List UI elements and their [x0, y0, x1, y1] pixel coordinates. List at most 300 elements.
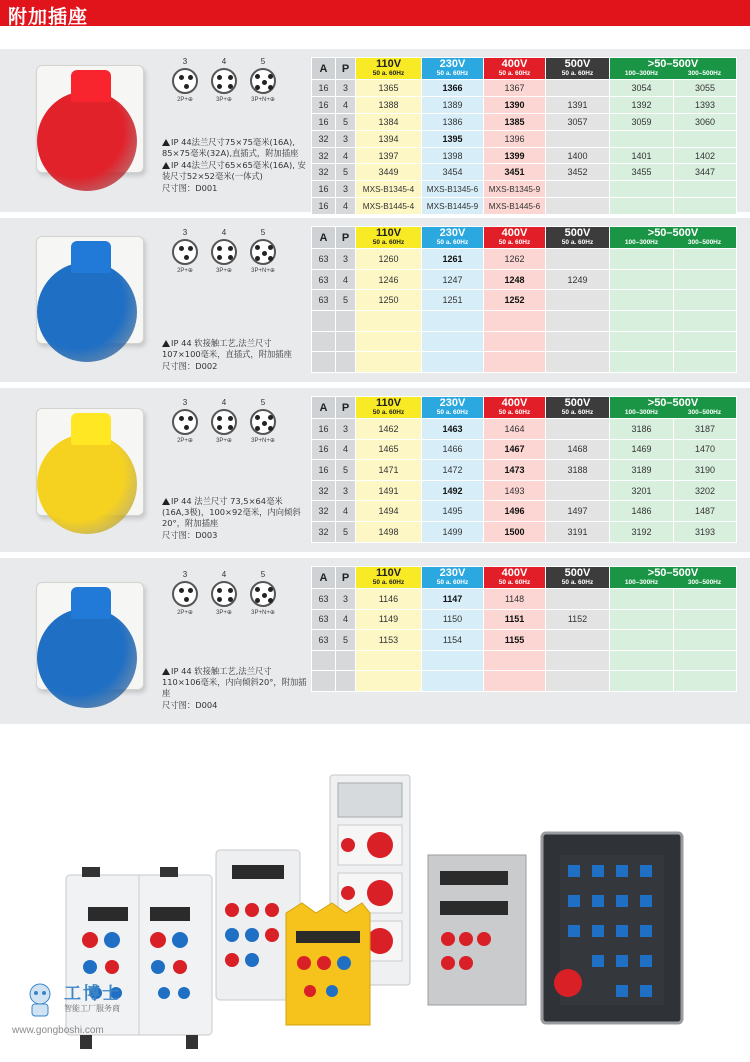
socket-face-icon: [211, 409, 237, 435]
table-cell: 1150: [422, 609, 484, 630]
table-cell: 3191: [546, 521, 610, 542]
table-cell: [546, 311, 610, 332]
table-cell: 1386: [422, 113, 484, 130]
frequency-label: 50 a. 60Hz: [561, 409, 594, 416]
table-cell: [356, 671, 422, 692]
column-header: [546, 227, 610, 249]
pin-diagram: [246, 57, 280, 104]
table-cell: 1262: [484, 249, 546, 270]
socket-face-icon: [211, 581, 237, 607]
table-cell: [546, 589, 610, 610]
table-cell: [312, 352, 336, 373]
table-cell: [674, 181, 737, 198]
table-cell: [336, 352, 356, 373]
watermark-brand: 工博士: [64, 984, 121, 1004]
table-cell: 1366: [422, 80, 484, 97]
pin-count: 4: [221, 398, 227, 407]
table-cell: [674, 269, 737, 290]
table-cell: 5: [336, 164, 356, 181]
table-cell: 1396: [484, 130, 546, 147]
table-row: [312, 147, 737, 164]
pin-count: 3: [182, 398, 188, 407]
pin-config-label: 3P+⊕: [216, 438, 232, 444]
table-cell: 16: [312, 198, 336, 215]
pin-count: 5: [260, 570, 266, 579]
column-header: [422, 567, 484, 589]
pin-config-label: 3P+⊕: [216, 97, 232, 103]
pin-config-label: 2P+⊕: [177, 268, 193, 274]
product-description: [162, 338, 310, 373]
frequency-label: 50 a. 60Hz: [436, 409, 469, 416]
table-cell: [610, 352, 674, 373]
pin-configurations: [168, 57, 278, 107]
table-cell: 3: [336, 249, 356, 270]
table-row: [312, 609, 737, 630]
table-cell: 3452: [546, 164, 610, 181]
pin-diagram: [246, 570, 280, 617]
table-cell: [546, 80, 610, 97]
table-row: [312, 460, 737, 481]
pin-count: 3: [182, 228, 188, 237]
pin-diagram: [168, 228, 202, 275]
pin-count: 3: [182, 57, 188, 66]
table-cell: [546, 290, 610, 311]
table-cell: MXS-B1345-4: [356, 181, 422, 198]
table-cell: 3190: [674, 460, 737, 481]
table-cell: 3057: [546, 113, 610, 130]
table-cell: 32: [312, 147, 336, 164]
table-cell: 16: [312, 181, 336, 198]
table-cell: [610, 311, 674, 332]
frequency-sublabels: [610, 239, 736, 247]
table-cell: 1463: [422, 419, 484, 440]
frequency-sublabels: [610, 70, 736, 78]
table-cell: 5: [336, 290, 356, 311]
frequency-label: 100–300Hz: [624, 239, 659, 246]
voltage-label: 500V: [564, 58, 591, 70]
socket-face-icon: [250, 581, 276, 607]
table-cell: [484, 331, 546, 352]
table-cell: [674, 589, 737, 610]
voltage-label: 500V: [564, 397, 591, 409]
table-row: [312, 269, 737, 290]
table-cell: 3188: [546, 460, 610, 481]
table-cell: [422, 331, 484, 352]
page-header: [0, 0, 750, 26]
table-cell: 1247: [422, 269, 484, 290]
table-cell: MXS-B1445-9: [422, 198, 484, 215]
table-cell: [674, 352, 737, 373]
table-cell: [546, 671, 610, 692]
table-cell: [356, 311, 422, 332]
pin-configurations: [168, 228, 278, 278]
table-cell: 5: [336, 630, 356, 651]
socket-face-icon: [172, 581, 198, 607]
column-header-poles: P: [336, 567, 356, 589]
voltage-label: 500V: [564, 567, 591, 579]
table-cell: 1246: [356, 269, 422, 290]
table-cell: 1497: [546, 501, 610, 522]
voltage-label: 110V: [375, 58, 402, 70]
table-cell: 1147: [422, 589, 484, 610]
description-line: 尺寸图：D004: [162, 700, 218, 710]
table-cell: 1384: [356, 113, 422, 130]
description-line: IP 44 软接触工艺,法兰尺寸107×100毫米，直插式，附加插座: [162, 338, 292, 359]
table-cell: [674, 290, 737, 311]
table-cell: 1398: [422, 147, 484, 164]
table-cell: 16: [312, 80, 336, 97]
table-cell: [610, 249, 674, 270]
watermark-tagline: 智能工厂服务商: [64, 1004, 120, 1013]
table-cell: 1391: [546, 96, 610, 113]
table-cell: [484, 671, 546, 692]
table-cell: 3192: [610, 521, 674, 542]
table-cell: 3186: [610, 419, 674, 440]
pin-count: 5: [260, 228, 266, 237]
table-cell: 1151: [484, 609, 546, 630]
table-row: [312, 249, 737, 270]
description-line: IP 44 软接触工艺,法兰尺寸110×106毫米，内向倾斜20°，附加插座: [162, 666, 307, 698]
frequency-label: 50 a. 60Hz: [561, 579, 594, 586]
table-cell: 1365: [356, 80, 422, 97]
table-cell: [610, 331, 674, 352]
table-cell: 3054: [610, 80, 674, 97]
table-cell: 32: [312, 480, 336, 501]
table-cell: [546, 331, 610, 352]
product-description: [162, 496, 310, 542]
table-row: [312, 650, 737, 671]
table-cell: 3201: [610, 480, 674, 501]
table-cell: 32: [312, 130, 336, 147]
table-cell: 1467: [484, 439, 546, 460]
frequency-label: 300–500Hz: [687, 239, 722, 246]
table-cell: 3: [336, 181, 356, 198]
product-section: [0, 388, 750, 552]
table-cell: 63: [312, 249, 336, 270]
description-line: IP 44法兰尺寸65×65毫米(16A), 安装尺寸52×52毫米(一体式): [162, 160, 306, 181]
table-cell: 1486: [610, 501, 674, 522]
table-cell: 63: [312, 290, 336, 311]
column-header: [422, 397, 484, 419]
table-cell: 1493: [484, 480, 546, 501]
table-cell: 1148: [484, 589, 546, 610]
table-cell: 1392: [610, 96, 674, 113]
table-cell: [484, 650, 546, 671]
table-cell: 16: [312, 439, 336, 460]
table-cell: [312, 331, 336, 352]
pin-config-label: 3P+N+⊕: [251, 268, 275, 274]
frequency-sublabels: [610, 579, 736, 587]
frequency-sublabels: [610, 409, 736, 417]
table-cell: 3202: [674, 480, 737, 501]
table-cell: 63: [312, 609, 336, 630]
table-header-row: [312, 397, 737, 419]
frequency-label: 50 a. 60Hz: [372, 579, 405, 586]
warning-triangle-icon: [162, 668, 170, 675]
table-cell: 1471: [356, 460, 422, 481]
table-cell: 1492: [422, 480, 484, 501]
pin-diagram: [168, 57, 202, 104]
socket-product-image: [26, 398, 152, 548]
pin-count: 3: [182, 570, 188, 579]
spec-table: [311, 226, 737, 373]
table-cell: [546, 249, 610, 270]
product-section: [0, 218, 750, 382]
table-cell: 5: [336, 460, 356, 481]
table-cell: [546, 650, 610, 671]
column-header: [484, 397, 546, 419]
table-cell: 1249: [546, 269, 610, 290]
pin-config-label: 3P+⊕: [216, 268, 232, 274]
table-cell: 4: [336, 439, 356, 460]
table-row: [312, 311, 737, 332]
pin-config-label: 3P+N+⊕: [251, 97, 275, 103]
frequency-label: 50 a. 60Hz: [436, 239, 469, 246]
table-cell: [546, 198, 610, 215]
table-cell: 1468: [546, 439, 610, 460]
frequency-label: 50 a. 60Hz: [436, 70, 469, 77]
table-cell: 3454: [422, 164, 484, 181]
column-header: [484, 567, 546, 589]
voltage-label: 110V: [375, 397, 402, 409]
pin-config-label: 2P+⊕: [177, 438, 193, 444]
table-cell: 3455: [610, 164, 674, 181]
table-cell: [484, 352, 546, 373]
frequency-label: 50 a. 60Hz: [561, 239, 594, 246]
description-line: 尺寸图：D001: [162, 183, 218, 193]
table-cell: [336, 671, 356, 692]
table-row: [312, 439, 737, 460]
table-cell: 1251: [422, 290, 484, 311]
table-cell: 4: [336, 147, 356, 164]
table-cell: 3055: [674, 80, 737, 97]
table-cell: 1498: [356, 521, 422, 542]
table-cell: [422, 352, 484, 373]
table-cell: [674, 198, 737, 215]
table-cell: 1394: [356, 130, 422, 147]
table-cell: MXS-B1445-6: [484, 198, 546, 215]
table-row: [312, 198, 737, 215]
page-title: 附加插座: [8, 6, 89, 28]
table-row: [312, 96, 737, 113]
table-cell: 4: [336, 96, 356, 113]
frequency-label: 50 a. 60Hz: [372, 70, 405, 77]
table-cell: 1402: [674, 147, 737, 164]
pin-count: 4: [221, 228, 227, 237]
table-cell: 1470: [674, 439, 737, 460]
table-cell: [312, 311, 336, 332]
voltage-label: 230V: [439, 397, 466, 409]
socket-product-image: [26, 55, 152, 205]
table-cell: 1153: [356, 630, 422, 651]
column-header-amps: A: [312, 567, 336, 589]
table-cell: [336, 331, 356, 352]
column-header-poles: P: [336, 227, 356, 249]
voltage-label: 400V: [501, 58, 528, 70]
column-header-amps: A: [312, 58, 336, 80]
table-cell: [422, 671, 484, 692]
table-cell: [546, 352, 610, 373]
table-cell: MXS-B1445-4: [356, 198, 422, 215]
spec-table: [311, 57, 737, 215]
table-cell: 1400: [546, 147, 610, 164]
table-cell: 5: [336, 113, 356, 130]
watermark: [12, 978, 162, 1048]
socket-face-icon: [172, 239, 198, 265]
table-cell: 3: [336, 80, 356, 97]
table-cell: [674, 671, 737, 692]
table-cell: 1393: [674, 96, 737, 113]
table-cell: [674, 130, 737, 147]
watermark-url: www.gongboshi.com: [12, 1025, 104, 1036]
table-cell: 63: [312, 630, 336, 651]
table-cell: [546, 419, 610, 440]
column-header: [484, 227, 546, 249]
table-cell: [422, 311, 484, 332]
table-cell: 1248: [484, 269, 546, 290]
table-cell: 32: [312, 521, 336, 542]
table-cell: 1367: [484, 80, 546, 97]
pin-config-label: 3P+N+⊕: [251, 438, 275, 444]
pin-count: 4: [221, 570, 227, 579]
column-header: [422, 58, 484, 80]
product-description: [162, 666, 310, 712]
frequency-label: 100–300Hz: [624, 409, 659, 416]
table-cell: 3189: [610, 460, 674, 481]
table-cell: [674, 630, 737, 651]
robot-mascot-icon: [20, 980, 60, 1020]
table-cell: 1472: [422, 460, 484, 481]
table-cell: 1250: [356, 290, 422, 311]
table-cell: 3451: [484, 164, 546, 181]
table-cell: 1494: [356, 501, 422, 522]
table-cell: 63: [312, 589, 336, 610]
column-header: [546, 58, 610, 80]
table-cell: [356, 331, 422, 352]
table-cell: 3059: [610, 113, 674, 130]
voltage-label: >50–500V: [647, 397, 699, 409]
table-row: [312, 671, 737, 692]
table-header-row: [312, 58, 737, 80]
warning-triangle-icon: [162, 139, 170, 146]
pin-configurations: [168, 570, 278, 620]
frequency-label: 50 a. 60Hz: [561, 70, 594, 77]
pin-diagram: [207, 570, 241, 617]
table-cell: 1385: [484, 113, 546, 130]
frequency-label: 300–500Hz: [687, 579, 722, 586]
frequency-label: 50 a. 60Hz: [498, 579, 531, 586]
table-cell: 5: [336, 521, 356, 542]
table-cell: 4: [336, 269, 356, 290]
table-cell: 1464: [484, 419, 546, 440]
pin-diagram: [168, 570, 202, 617]
table-cell: [674, 311, 737, 332]
table-cell: 1149: [356, 609, 422, 630]
table-cell: 3: [336, 480, 356, 501]
table-cell: 3187: [674, 419, 737, 440]
table-cell: 3060: [674, 113, 737, 130]
table-row: [312, 480, 737, 501]
table-cell: [422, 650, 484, 671]
pin-config-label: 3P+⊕: [216, 610, 232, 616]
table-cell: 32: [312, 164, 336, 181]
pin-config-label: 2P+⊕: [177, 97, 193, 103]
socket-face-icon: [250, 409, 276, 435]
table-cell: [312, 671, 336, 692]
spec-table: [311, 566, 737, 692]
pin-config-label: 3P+N+⊕: [251, 610, 275, 616]
description-line: 尺寸图：D003: [162, 530, 218, 540]
table-cell: 1388: [356, 96, 422, 113]
voltage-label: 110V: [375, 227, 402, 239]
column-header: [356, 227, 422, 249]
table-cell: [610, 269, 674, 290]
frequency-label: 300–500Hz: [687, 70, 722, 77]
table-row: [312, 181, 737, 198]
table-header-row: [312, 567, 737, 589]
socket-face-icon: [250, 239, 276, 265]
column-header-poles: P: [336, 397, 356, 419]
voltage-label: 400V: [501, 567, 528, 579]
column-header: [356, 58, 422, 80]
table-cell: [336, 650, 356, 671]
table-cell: [610, 609, 674, 630]
socket-face-icon: [211, 239, 237, 265]
frequency-label: 50 a. 60Hz: [372, 409, 405, 416]
socket-product-image: [26, 226, 152, 376]
voltage-label: 230V: [439, 227, 466, 239]
table-cell: 1469: [610, 439, 674, 460]
table-cell: 16: [312, 460, 336, 481]
pin-count: 5: [260, 398, 266, 407]
table-cell: MXS-B1345-9: [484, 181, 546, 198]
column-header-amps: A: [312, 397, 336, 419]
warning-triangle-icon: [162, 498, 170, 505]
table-cell: [674, 331, 737, 352]
pin-diagram: [168, 398, 202, 445]
pin-config-label: 2P+⊕: [177, 610, 193, 616]
table-cell: 1154: [422, 630, 484, 651]
table-header-row: [312, 227, 737, 249]
table-cell: 1389: [422, 96, 484, 113]
frequency-label: 300–500Hz: [687, 409, 722, 416]
frequency-label: 100–300Hz: [624, 579, 659, 586]
table-cell: 16: [312, 419, 336, 440]
column-header-poles: P: [336, 58, 356, 80]
table-cell: 1397: [356, 147, 422, 164]
table-cell: [674, 650, 737, 671]
pin-diagram: [207, 57, 241, 104]
table-cell: 3447: [674, 164, 737, 181]
socket-face-icon: [250, 68, 276, 94]
table-cell: [610, 290, 674, 311]
frequency-label: 50 a. 60Hz: [498, 70, 531, 77]
spec-table: [311, 396, 737, 543]
table-row: [312, 630, 737, 651]
table-cell: 1252: [484, 290, 546, 311]
table-cell: 1473: [484, 460, 546, 481]
voltage-label: 500V: [564, 227, 591, 239]
table-cell: 1260: [356, 249, 422, 270]
socket-product-image: [26, 572, 152, 722]
product-section: [0, 49, 750, 212]
table-row: [312, 331, 737, 352]
column-header-high-frequency: [610, 227, 737, 249]
frequency-label: 50 a. 60Hz: [498, 409, 531, 416]
table-row: [312, 164, 737, 181]
voltage-label: 400V: [501, 227, 528, 239]
column-header: [356, 397, 422, 419]
